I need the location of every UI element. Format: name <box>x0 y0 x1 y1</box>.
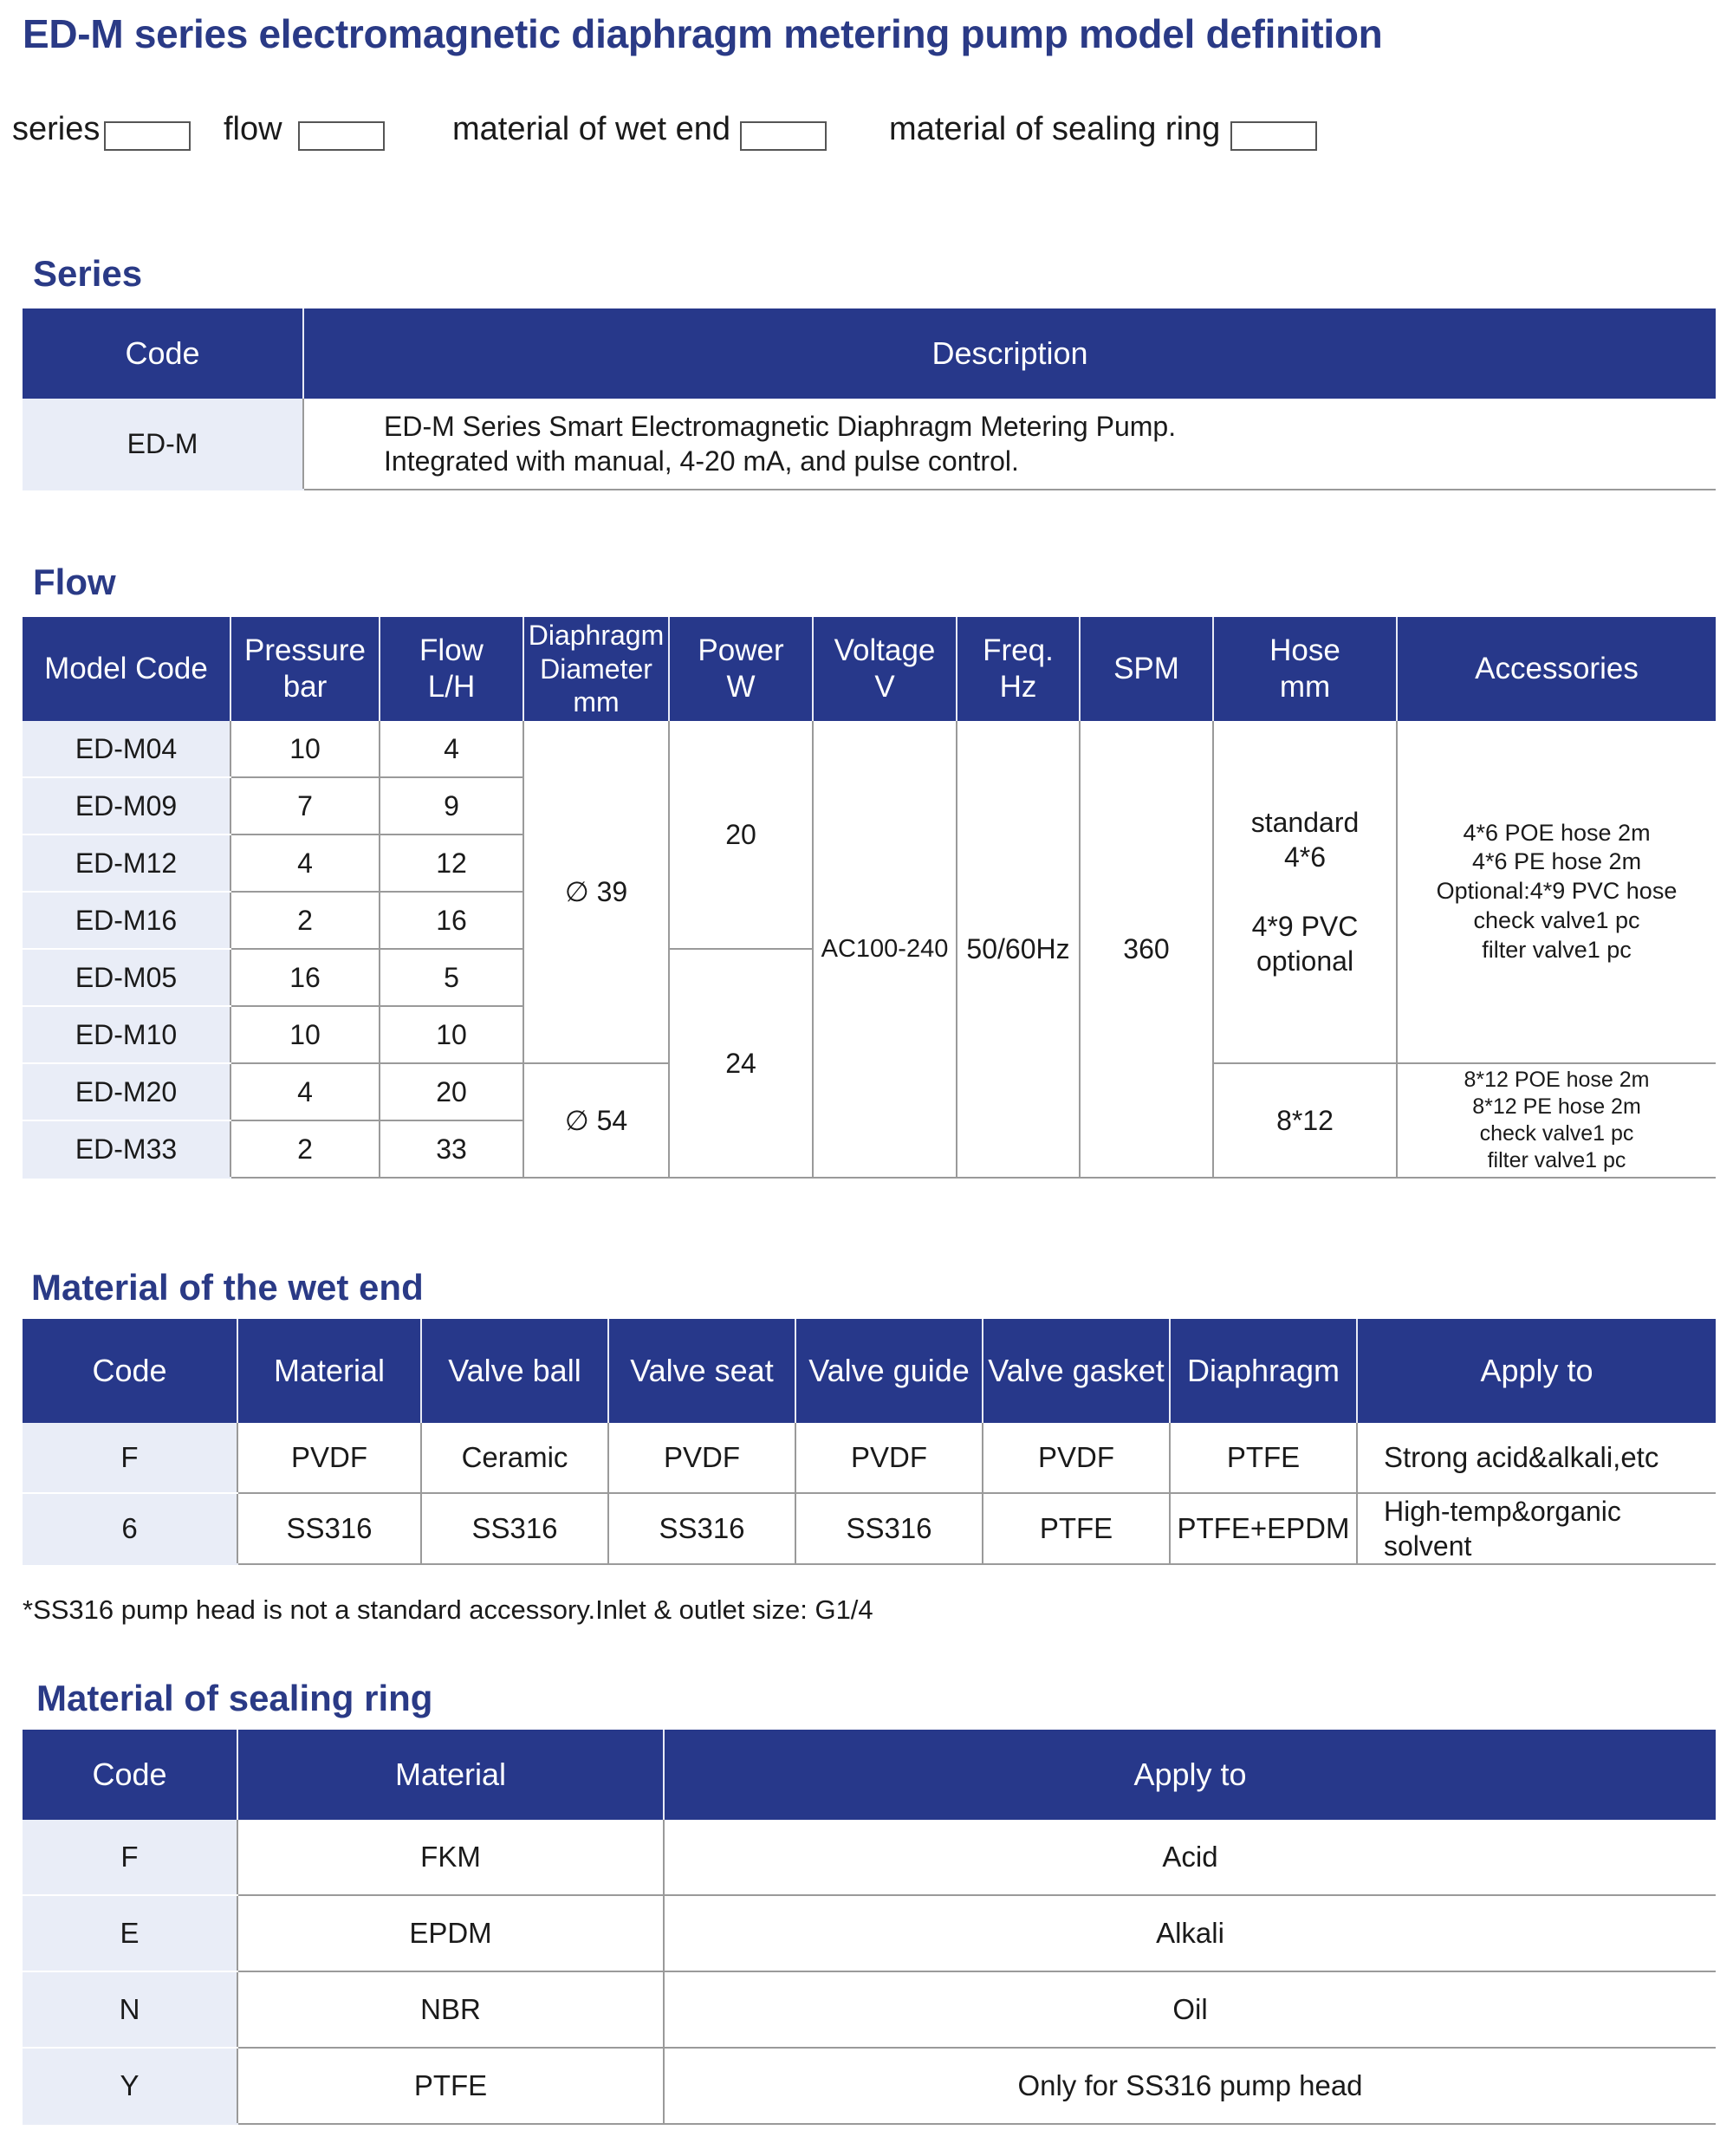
sealing-selector-box[interactable] <box>1230 121 1317 151</box>
header-diaphragm-diameter: Diaphragm Diameter mm <box>523 617 669 721</box>
valve-seat-cell: SS316 <box>608 1493 795 1564</box>
freq-value: 50/60Hz <box>957 721 1080 1178</box>
header-power: Power W <box>669 617 813 721</box>
wet-end-table <box>23 1319 1716 1565</box>
header-code: Code <box>23 308 303 399</box>
hose-8x12: 8*12 <box>1213 1063 1397 1178</box>
model-code: ED-M04 <box>23 721 230 777</box>
sealing-selector-label: material of sealing ring <box>889 111 1221 147</box>
accessories-8x12: 8*12 POE hose 2m 8*12 PE hose 2m check valve1 pc filter valve1 pc <box>1397 1063 1716 1178</box>
header-material: Material <box>237 1730 664 1820</box>
model-code: ED-M10 <box>23 1006 230 1063</box>
wet-end-selector-box[interactable] <box>740 121 827 151</box>
header-freq: Freq. Hz <box>957 617 1080 721</box>
header-spm: SPM <box>1080 617 1213 721</box>
model-code: ED-M05 <box>23 949 230 1006</box>
accessories-standard: 4*6 POE hose 2m 4*6 PE hose 2m Optional:4*9 PVC hose check valve1 pc filter valve1 pc <box>1397 721 1716 1063</box>
valve-guide-cell: SS316 <box>795 1493 983 1564</box>
flow-value: 33 <box>380 1120 523 1178</box>
diaphragm-cell: PTFE <box>1170 1423 1357 1493</box>
model-code: ED-M33 <box>23 1120 230 1178</box>
power-24: 24 <box>669 949 813 1178</box>
flow-value: 5 <box>380 949 523 1006</box>
header-model-code: Model Code <box>23 617 230 721</box>
flow-header-row <box>23 617 1716 721</box>
sealing-code: F <box>23 1820 237 1895</box>
sealing-code: Y <box>23 2048 237 2124</box>
series-description: ED-M Series Smart Electromagnetic Diaphragm Metering Pump. Integrated with manual, 4-20 mA, and pulse control. <box>303 399 1716 490</box>
valve-guide-cell: PVDF <box>795 1423 983 1493</box>
table-row <box>23 1820 1716 1895</box>
flow-table <box>23 617 1716 1179</box>
series-header-row <box>23 308 1716 399</box>
sealing-heading: Material of sealing ring <box>36 1678 433 1718</box>
apply-to-cell: Alkali <box>664 1895 1716 1971</box>
wet-end-selector-label: material of wet end <box>452 111 731 147</box>
header-valve-gasket: Valve gasket <box>983 1319 1170 1423</box>
header-flow: Flow L/H <box>380 617 523 721</box>
valve-gasket-cell: PTFE <box>983 1493 1170 1564</box>
wet-end-heading: Material of the wet end <box>31 1267 424 1308</box>
valve-gasket-cell: PVDF <box>983 1423 1170 1493</box>
wet-end-code: 6 <box>23 1493 237 1564</box>
header-accessories: Accessories <box>1397 617 1716 721</box>
model-code: ED-M20 <box>23 1063 230 1120</box>
flow-heading: Flow <box>33 562 116 602</box>
header-material: Material <box>237 1319 421 1423</box>
sealing-code: N <box>23 1971 237 2048</box>
header-valve-ball: Valve ball <box>421 1319 608 1423</box>
flow-selector-box[interactable] <box>298 121 385 151</box>
page-title: ED-M series electromagnetic diaphragm metering pump model definition <box>23 11 1383 56</box>
valve-ball-cell: SS316 <box>421 1493 608 1564</box>
header-valve-guide: Valve guide <box>795 1319 983 1423</box>
wet-end-code: F <box>23 1423 237 1493</box>
table-row <box>23 1895 1716 1971</box>
model-code: ED-M12 <box>23 834 230 892</box>
table-row <box>23 2048 1716 2124</box>
series-heading: Series <box>33 253 143 294</box>
pressure-value: 4 <box>230 1063 380 1120</box>
series-selector-label: series <box>12 111 101 147</box>
power-20: 20 <box>669 721 813 949</box>
apply-to-cell: Strong acid&alkali,etc <box>1357 1423 1716 1493</box>
series-selector-box[interactable] <box>104 121 191 151</box>
table-row <box>23 399 1716 490</box>
sealing-table <box>23 1730 1716 2125</box>
header-voltage: Voltage V <box>813 617 957 721</box>
header-apply-to: Apply to <box>664 1730 1716 1820</box>
material-cell: PVDF <box>237 1423 421 1493</box>
pressure-value: 10 <box>230 1006 380 1063</box>
hose-standard: standard 4*6 4*9 PVC optional <box>1213 721 1397 1063</box>
pressure-value: 7 <box>230 777 380 834</box>
table-row <box>23 721 1716 777</box>
flow-value: 20 <box>380 1063 523 1120</box>
header-pressure: Pressure bar <box>230 617 380 721</box>
flow-value: 16 <box>380 892 523 949</box>
diaphragm-diameter-39: ∅ 39 <box>523 721 669 1063</box>
apply-to-cell: Oil <box>664 1971 1716 2048</box>
pressure-value: 2 <box>230 892 380 949</box>
header-valve-seat: Valve seat <box>608 1319 795 1423</box>
flow-selector-label: flow <box>224 111 282 147</box>
valve-seat-cell: PVDF <box>608 1423 795 1493</box>
header-apply-to: Apply to <box>1357 1319 1716 1423</box>
diaphragm-diameter-54: ∅ 54 <box>523 1063 669 1178</box>
flow-value: 9 <box>380 777 523 834</box>
pressure-value: 16 <box>230 949 380 1006</box>
diaphragm-cell: PTFE+EPDM <box>1170 1493 1357 1564</box>
sealing-code: E <box>23 1895 237 1971</box>
voltage-value: AC100-240 <box>813 721 957 1178</box>
wet-end-footnote: *SS316 pump head is not a standard accessory.Inlet & outlet size: G1/4 <box>23 1594 873 1625</box>
model-code: ED-M16 <box>23 892 230 949</box>
material-cell: EPDM <box>237 1895 664 1971</box>
apply-to-cell: Acid <box>664 1820 1716 1895</box>
wet-end-header-row <box>23 1319 1716 1423</box>
flow-value: 4 <box>380 721 523 777</box>
table-row <box>23 1493 1716 1564</box>
flow-value: 10 <box>380 1006 523 1063</box>
apply-to-cell: High-temp&organic solvent <box>1357 1493 1716 1564</box>
header-code: Code <box>23 1319 237 1423</box>
header-code: Code <box>23 1730 237 1820</box>
apply-to-cell: Only for SS316 pump head <box>664 2048 1716 2124</box>
series-code: ED-M <box>23 399 303 490</box>
header-hose: Hose mm <box>1213 617 1397 721</box>
sealing-header-row <box>23 1730 1716 1820</box>
table-row <box>23 1971 1716 2048</box>
series-table <box>23 308 1716 490</box>
header-description: Description <box>303 308 1716 399</box>
flow-value: 12 <box>380 834 523 892</box>
material-cell: FKM <box>237 1820 664 1895</box>
material-cell: NBR <box>237 1971 664 2048</box>
pressure-value: 2 <box>230 1120 380 1178</box>
material-cell: PTFE <box>237 2048 664 2124</box>
model-code: ED-M09 <box>23 777 230 834</box>
table-row <box>23 1423 1716 1493</box>
pressure-value: 4 <box>230 834 380 892</box>
pressure-value: 10 <box>230 721 380 777</box>
valve-ball-cell: Ceramic <box>421 1423 608 1493</box>
spm-value: 360 <box>1080 721 1213 1178</box>
header-diaphragm: Diaphragm <box>1170 1319 1357 1423</box>
material-cell: SS316 <box>237 1493 421 1564</box>
